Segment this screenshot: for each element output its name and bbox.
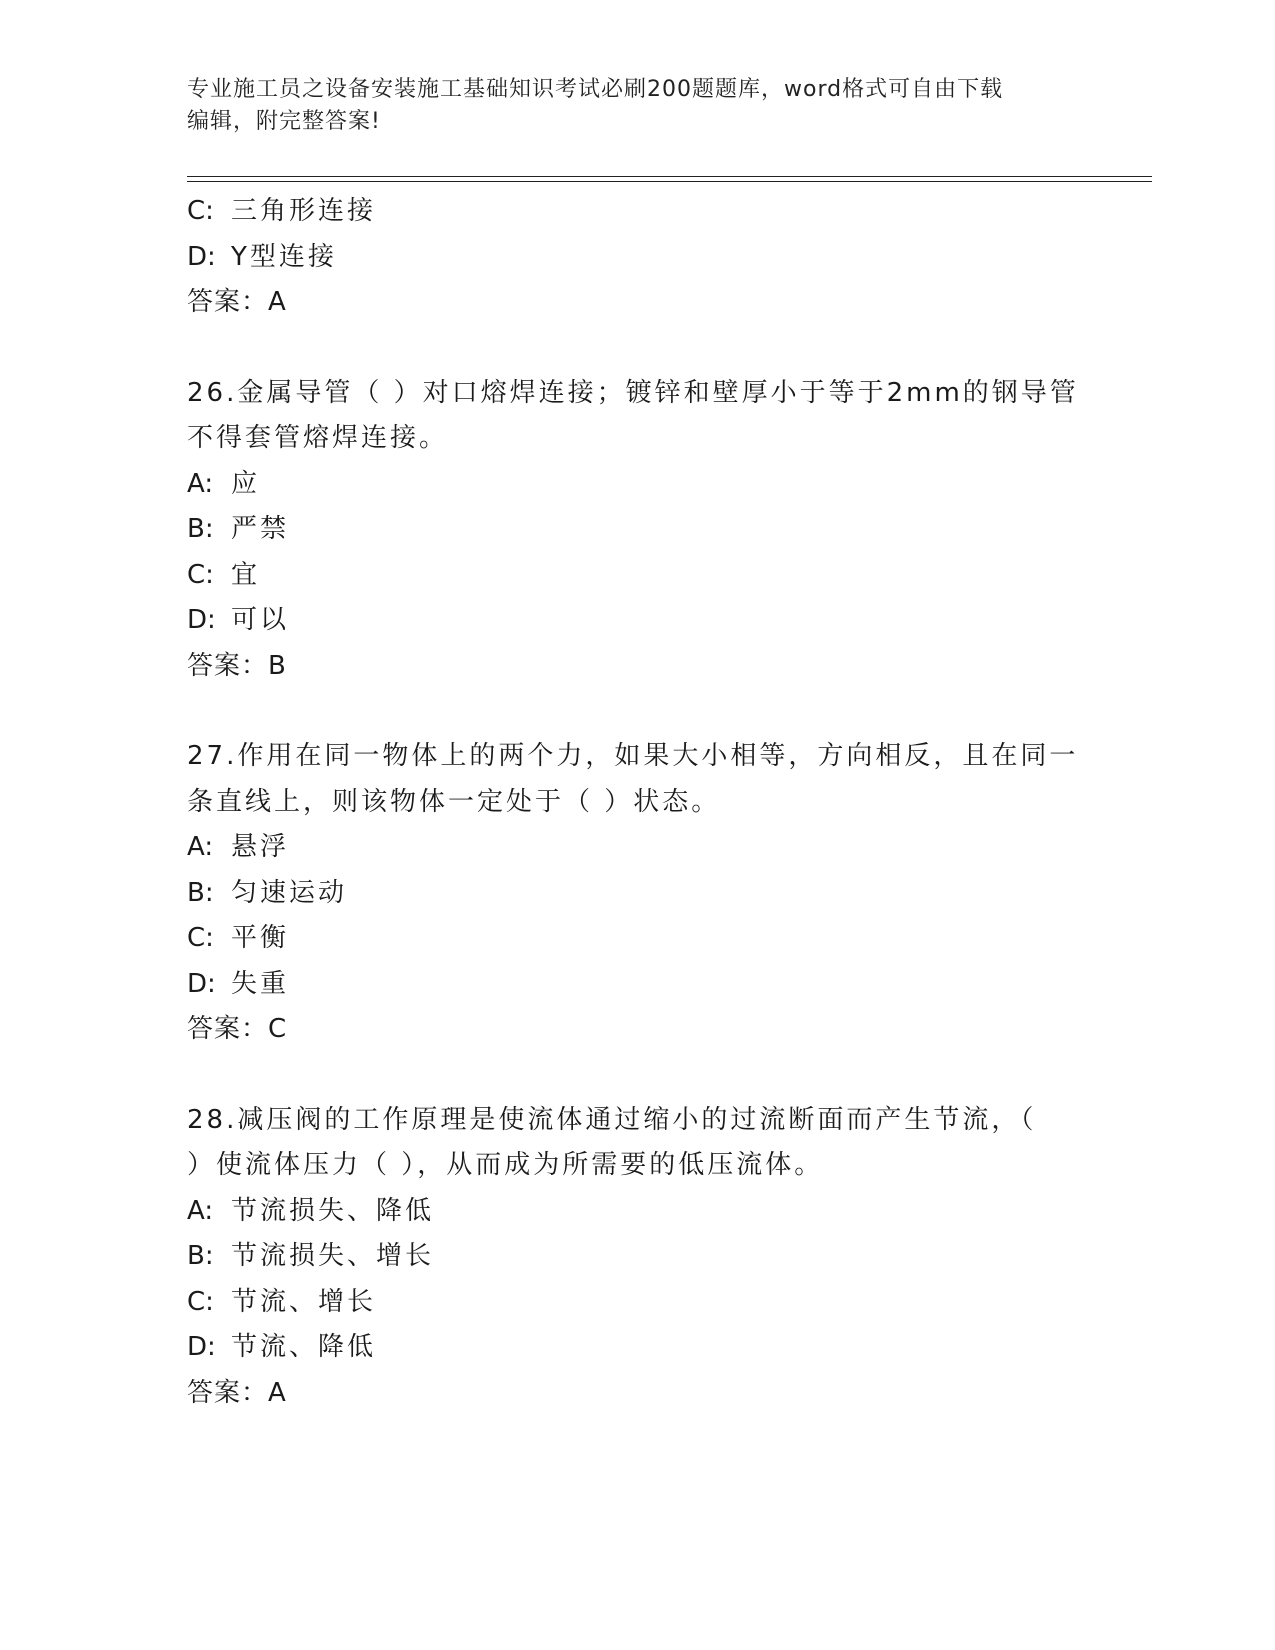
question-28 [187,1098,1087,1417]
question-stem: 28.减压阀的工作原理是使流体通过缩小的过流断面而产生节流，（ [187,1104,1037,1135]
header-title-line-1: 专业施工员之设备安装施工基础知识考试必刷200题题库，word格式可自由下载 [187,77,1004,102]
option-text: 平衡 [231,923,290,953]
question-stem-continued: ）使流体压力（ ），从而成为所需要的低压流体。 [187,1150,824,1180]
option-d [187,1325,1087,1371]
option-letter: D: [187,968,216,999]
option-letter: C: [187,196,214,226]
option-text: 节流、增长 [231,1286,377,1317]
option-b [187,871,1087,917]
header-divider-bottom [187,181,1152,182]
question-stem: 27.作用在同一物体上的两个力，如果大小相等，方向相反，且在同一 [187,741,1079,771]
option-b [187,1234,1087,1280]
option-letter: A: [187,1195,214,1226]
option-text: 节流损失、降低 [231,1195,435,1226]
question-content [187,189,1087,1416]
option-a [187,825,1087,871]
answer-line: 答案：B [187,650,287,681]
option-c [187,189,1087,235]
option-letter: C: [187,1286,214,1317]
option-text: 应 [231,468,261,499]
answer-line: 答案：A [187,287,287,317]
option-text: 三角形连接 [231,196,377,226]
question-27 [187,734,1087,1053]
option-letter: B: [187,1241,214,1271]
option-d [187,962,1087,1008]
option-a [187,1189,1087,1235]
option-text: 严禁 [231,514,290,544]
option-text: 失重 [231,968,290,999]
option-text: 可以 [231,605,290,635]
option-c [187,916,1087,962]
question-26 [187,371,1087,690]
option-letter: B: [187,877,214,908]
header-divider-top [187,176,1152,177]
option-c [187,1280,1087,1326]
question-stem: 26.金属导管（ ）对口熔焊连接；镀锌和壁厚小于等于2mm的钢导管 [187,377,1079,408]
previous-question-tail [187,189,1087,326]
option-letter: D: [187,1332,216,1362]
option-letter: C: [187,559,214,590]
option-a [187,462,1087,508]
option-letter: A: [187,468,214,499]
option-d [187,235,1087,281]
option-letter: A: [187,832,214,862]
option-letter: D: [187,241,216,272]
answer-line: 答案：A [187,1377,287,1408]
option-text: 悬浮 [231,832,290,862]
option-text: 宜 [231,559,261,590]
option-text: 节流损失、增长 [231,1241,435,1271]
option-letter: C: [187,923,214,953]
option-letter: D: [187,605,216,635]
question-stem-continued: 不得套管熔焊连接。 [187,423,449,453]
question-stem-continued: 条直线上，则该物体一定处于（ ）状态。 [187,786,721,817]
option-d [187,598,1087,644]
option-text: 匀速运动 [231,877,348,908]
answer-line: 答案：C [187,1014,288,1044]
option-c [187,553,1087,599]
page-header [187,74,1087,138]
header-title-line-2: 编辑，附完整答案! [187,109,381,134]
option-letter: B: [187,514,214,544]
option-b [187,507,1087,553]
option-text: Y型连接 [231,241,337,272]
option-text: 节流、降低 [231,1332,377,1362]
